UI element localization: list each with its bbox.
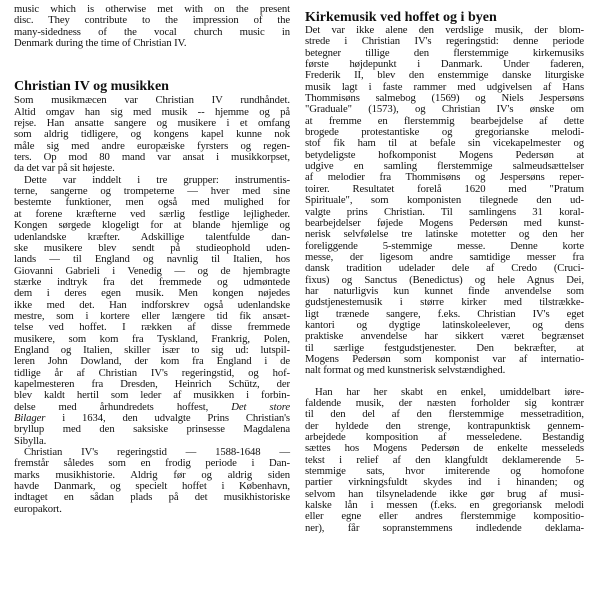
text-line: ske musikere blev sendt på studieophold uden- [14,241,290,254]
text-line: nalt format og med kunstnerisk selvstændighed. [305,364,506,377]
text-line: Sibylla. [14,434,47,447]
text-line: fixus) og Sanctus (Benedictus) og hele Agnus Dei, [305,273,584,286]
text-line: europakort. [14,502,62,515]
paragraph [14,95,290,174]
text-line: brogede protestantiske og gregorianske melodi- [305,126,584,139]
text-line: udgive en samling flerstemmige salmeudsættelser [305,160,584,173]
text-line: Som musikmæcen var Christian IV rundhåndet. [14,94,290,107]
text-line: stemmige sats, hvor imiterende og homofone [305,465,584,478]
text-line: musik lagt i faste rammer med udgivelsen af Hans [305,80,584,93]
text-line: kalske lån i messen (f.eks. en gregoriansk melodi [305,499,584,512]
text-line: Denmark during the time of Christian IV. [14,37,187,50]
left-column [14,4,290,515]
text-line: telse ved hoffet. I rækken af disse fremmede [14,321,290,334]
text-line: messe, der ligesom andre samtidige messer fra [305,250,584,263]
text-line: Dette var inddelt i tre grupper: instrumentis- [24,173,290,186]
paragraph [14,175,290,447]
text-line: Frederik II, blev den enstemmige danske liturgiske [305,69,584,82]
text-line: disc. They contribute to the impression of the [14,14,290,27]
text-line: at forene kræfterne ved særlig festlige lejligheder. [14,207,290,220]
text-line: leren John Dowland, der kom fra England i de [14,355,290,368]
text-run: i 1634, den udvalgte Prins Christian's [45,412,290,424]
text-line: eller egne eller andres flerstemmige kompositio- [305,510,584,523]
text-line: til særlige festgudstjenester. Den bekræfter, at [305,341,584,354]
text-line: toirer. Resultatet forelå 1620 med "Pratum [305,182,584,195]
italic-title: Bilager [14,412,46,424]
text-line: England og Italien, skiller især to sig ud: lutspil- [14,343,290,356]
text-line: udenlandske kræfter. Adskillige talentfulde dan- [14,230,290,243]
text-line: Spirituale", som komponisten tilegnede den ud- [305,194,584,207]
text-line: Det var ikke alene den verdslige musik, der blom- [305,24,584,36]
text-line: lands — til England og navnlig til Italien, hos [14,253,290,266]
text-line: måle sig med andre europæiske fyrsters og regen- [14,139,290,152]
text-line: dem i deres egen musik. Men kongen nøjedes [14,287,290,300]
paragraph [305,387,584,534]
text-line: Han har her skabt en enkel, umiddelbart iøre- [315,385,584,398]
section-heading-christian-iv: Christian IV og musikken [14,79,169,95]
text-line: Giovanni Gabrieli i Venedig — og de hjembragte [14,264,290,277]
text-line: bearbejdelser føjede Mogens Pedersøn med kunst- [305,216,584,229]
text-line: valgte prins Christian. Til samlingens 31 koral- [305,205,584,218]
text-line: tidlige år af Christian IV's regeringstid, og hof- [14,366,290,379]
text-line: partier virkningsfuldt skydes ind i hinanden; og [305,476,584,489]
text-line: ters. Op mod 80 mand var ansat i musikkorpset, [14,151,290,164]
text-line: betydeligste hofkomponist Mogens Pedersøn at [305,148,584,161]
text-line: sættes hos Mogens Pedersøn de enkelte messeleds [305,442,584,455]
text-line: music which is otherwise met with on the present [14,3,290,15]
text-line: mestre, som i kortere eller længere tid fik ansæt- [14,309,290,322]
text-line: marks musikhistorie. Aldrig før og aldrig siden [14,468,290,481]
text-line: gudstjenestemusik i større kirker med tilstrække- [305,296,584,309]
text-line: som aldrig tidligere, og kongens kapel kunne nok [14,128,290,141]
intro-paragraph [14,4,290,49]
text-line: bryllup med den saksiske prinsesse Magdalena [14,423,290,436]
text-line: selvom han tilsyneladende ikke gør brug af musi- [305,487,584,500]
text-line: strede i Christian IV's regeringstid: denne periode [305,35,584,48]
text-line: tekst i relief af den klangfuldt deklamerende 5- [305,453,584,466]
text-line: første højdepunkt i Danmark. Under faderen, [305,58,584,71]
text-line: terne, sangerne og trompeterne — hver med sine [14,185,290,198]
text-line: indtaget en sådan plads på det musikhistoriske [14,491,290,504]
text-line: faldende musik, der næsten forholder sig kontrær [305,397,584,409]
text-line: havde Danmark, og specielt hoffet i København, [14,480,290,493]
text-line: musikere, som kom fra Tyskland, Frankrig, Polen, [14,332,290,345]
text-line: blev kaldt hertil som leder af musikken i forbin- [14,389,290,402]
text-line: ikke med det. Han indforskrev også udenlandske [14,298,290,311]
text-line: der hyldede den strenge, kontrapunktisk gennem- [305,419,584,432]
text-line: ner), får sopranstemmens indledende deklama- [305,521,584,534]
text-line: dansk tradition udelader dele af Credo (Cruci- [305,262,584,275]
right-column [305,10,584,534]
text-line: Thommisøns salmebog (1569) og Niels Jespersøns [305,92,584,105]
text-line: ligt trænede sangere, f.eks. Christian IV's eget [305,307,584,320]
text-line: "Graduale" (1573), og Christian IV's ønske om [305,103,584,116]
text-run: delse med århundredets hoffest, [14,400,232,413]
text-line: rejse. Han ansatte sangere og musikere i et omfang [14,117,290,130]
paragraph [305,25,584,377]
text-line: stof fik ham til at befale sin vicekapelmester og [305,137,584,150]
text-line: stærke indtryk fra det fremmede og udmøntede [14,275,290,288]
text-line: betegner tillige den flerstemmige kirkemusiks [305,46,584,59]
text-line: praktiske anvendelse har sikkert været begrænset [305,330,584,343]
text-line: Altid omgav han sig med musik -- hjemme og på [14,105,290,118]
text-line: af melodier fra Thommisøns og Jespersøns reper- [305,171,584,184]
text-line: foreliggende 5-stemmige messe. Denne korte [305,239,584,252]
text-line: fremstår således som en frodig periode i Dan- [14,457,290,470]
text-line: nerisk selvfølelse tre latinske motetter og den her [305,228,584,241]
text-line: arbejdede komposition af messeledene. Bestandig [305,431,584,444]
text-line: har naturligvis kun kunnet finde anvendelse som [305,284,584,297]
text-line: kapelmesteren fra Dresden, Heinrich Schütz, der [14,377,290,390]
text-line: Kongen sørgede klogeligt for at blande hjemlige og [14,219,290,232]
text-line: bestemte funktioner, men også med mulighed for [14,196,290,209]
italic-title: Det store [231,400,290,413]
section-heading-kirkemusik: Kirkemusik ved hoffet og i byen [305,10,497,25]
text-line: til den del af den flerstemmige messetradition, [305,408,584,421]
text-line: da det var på sit højeste. [14,162,115,175]
text-line: at fremme en flerstemmig bearbejdelse af dette [305,114,584,127]
text-line: Mogens Pedersøn som komponist var af internatio- [305,352,584,365]
text-line: Christian IV's regeringstid — 1588-1648 — [24,446,290,459]
paragraph [14,447,290,515]
text-line: many-sidedness of the vocal church music in [14,25,290,38]
text-line: kantori og dygtige latinskoleelever, og dens [305,318,584,331]
